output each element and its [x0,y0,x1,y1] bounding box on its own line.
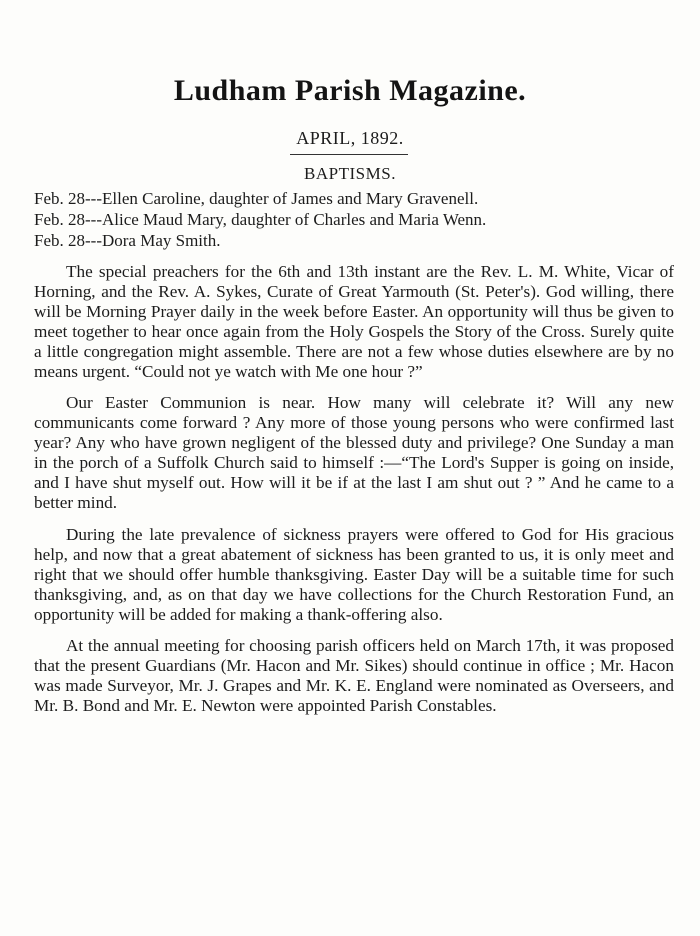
issue-date: APRIL, 1892. [296,128,404,148]
article-body [34,262,674,728]
magazine-title: Ludham Parish Magazine. [173,74,527,107]
baptism-entry: Feb. 28---Alice Maud Mary, daughter of Charles and Maria Wenn. [34,210,487,229]
baptisms-list [34,188,674,251]
baptism-entry: Feb. 28---Dora May Smith. [34,231,221,250]
paragraph-special-preachers: The special preachers for the 6th and 13th instant are the Rev. L. M. White, Vicar of Horning, and the Rev. A. Sykes, Curate of Great Yarmouth (St. Peter's). God willing, there will be Morning Prayer daily in the week before Easter. An opportunity will thus be given to meet together to hear once again from the Holy Gospels the Story of the Cross. Surely quite a little congregation might assemble. There are not a few whose duties elsewhere are by no means urgent. “Could not ye watch with Me one hour ?” [34,262,674,381]
paragraph-thanksgiving: During the late prevalence of sickness prayers were offered to God for His gracious help, and now that a great abatement of sickness has been granted to us, it is only meet and right that we should offer humble thanksgiving. Easter Day will be a suitable time for such thanksgiving, and, as on that day we have collections for the Church Restoration Fund, an opportunity will be added for making a thank-offering also. [34,524,674,624]
baptisms-heading: BAPTISMS. [304,164,396,183]
baptism-entry: Feb. 28---Ellen Caroline, daughter of James and Mary Gravenell. [34,189,479,208]
divider-rule [290,154,408,155]
paragraph-parish-officers: At the annual meeting for choosing parish officers held on March 17th, it was proposed that the present Guardians (Mr. Hacon and Mr. Sikes) should continue in office ; Mr. Hacon was made Surveyor, Mr. J. Grapes and Mr. K. E. England were nominated as Overseers, and Mr. B. Bond and Mr. E. Newton were appointed Parish Constables. [34,636,674,716]
paragraph-easter-communion: Our Easter Communion is near. How many will celebrate it? Will any new communicants come forward ? Any more of those young persons who were confirmed last year? Any who have grown negligent of the blessed duty and privilege? One Sunday a man in the porch of a Suffolk Church said to himself :—“The Lord's Supper is going on inside, and I have shut myself out. How will it be if at the last I am shut out ? ” And he came to a better mind. [34,393,674,512]
